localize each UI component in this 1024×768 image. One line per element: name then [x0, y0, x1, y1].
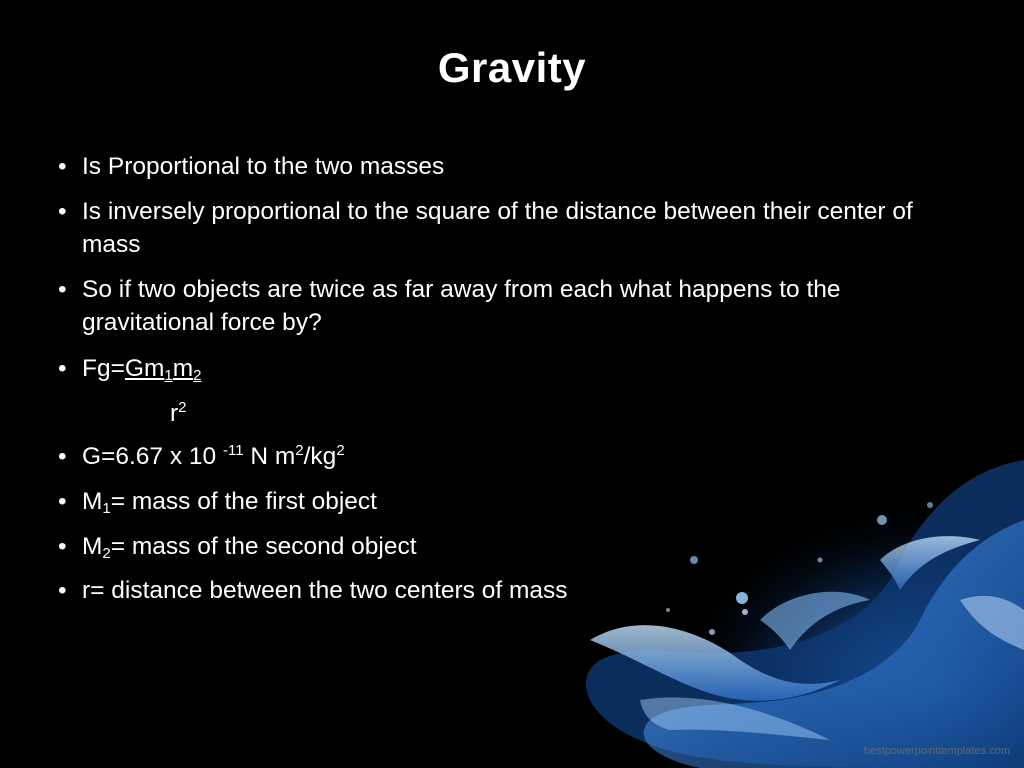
bullet-glyph: • [58, 443, 67, 470]
formula-denominator: $r^2$ [170, 399, 187, 427]
bullet-text: Is inversely proportional to the square of the distance between their center of mass [82, 198, 913, 258]
bullet-text: G=6.67 x 10 $^{-11}$ N $m^2/kg^2$ [82, 442, 345, 470]
bullet-text: Is Proportional to the two masses [82, 153, 445, 180]
slide-title: Gravity [437, 44, 587, 91]
bullet-glyph: • [58, 533, 67, 560]
bullet-glyph: • [58, 355, 67, 382]
bullet-glyph: • [58, 153, 67, 180]
bullet-text: So if two objects are twice as far away from each what happens to the gravitational force by? [82, 276, 841, 336]
bullet-mass-first-object [58, 485, 978, 518]
bullet-glyph: • [58, 276, 67, 303]
bullet-proportional-masses [58, 150, 978, 183]
bullet-glyph: • [58, 488, 67, 515]
bullet-inverse-square [58, 195, 978, 261]
bullet-mass-second-object [58, 530, 978, 563]
bullet-gravity-formula [58, 352, 978, 385]
formula-numerator: $Fg=Gm_1m_2$ [82, 355, 202, 384]
bullet-distance-definition [58, 574, 978, 607]
bullet-twice-as-far-question [58, 273, 978, 339]
bullet-gravitational-constant [58, 440, 978, 473]
bullet-glyph: • [58, 577, 67, 604]
template-watermark: bestpowerpointtemplates.com [863, 745, 1010, 757]
bullet-text: $M_1=$ mass of the first object [82, 488, 377, 517]
bullet-text: r= distance between the two centers of mass [82, 577, 568, 604]
bullet-text: $M_2=$ mass of the second object [82, 533, 417, 562]
bullet-glyph: • [58, 198, 67, 225]
